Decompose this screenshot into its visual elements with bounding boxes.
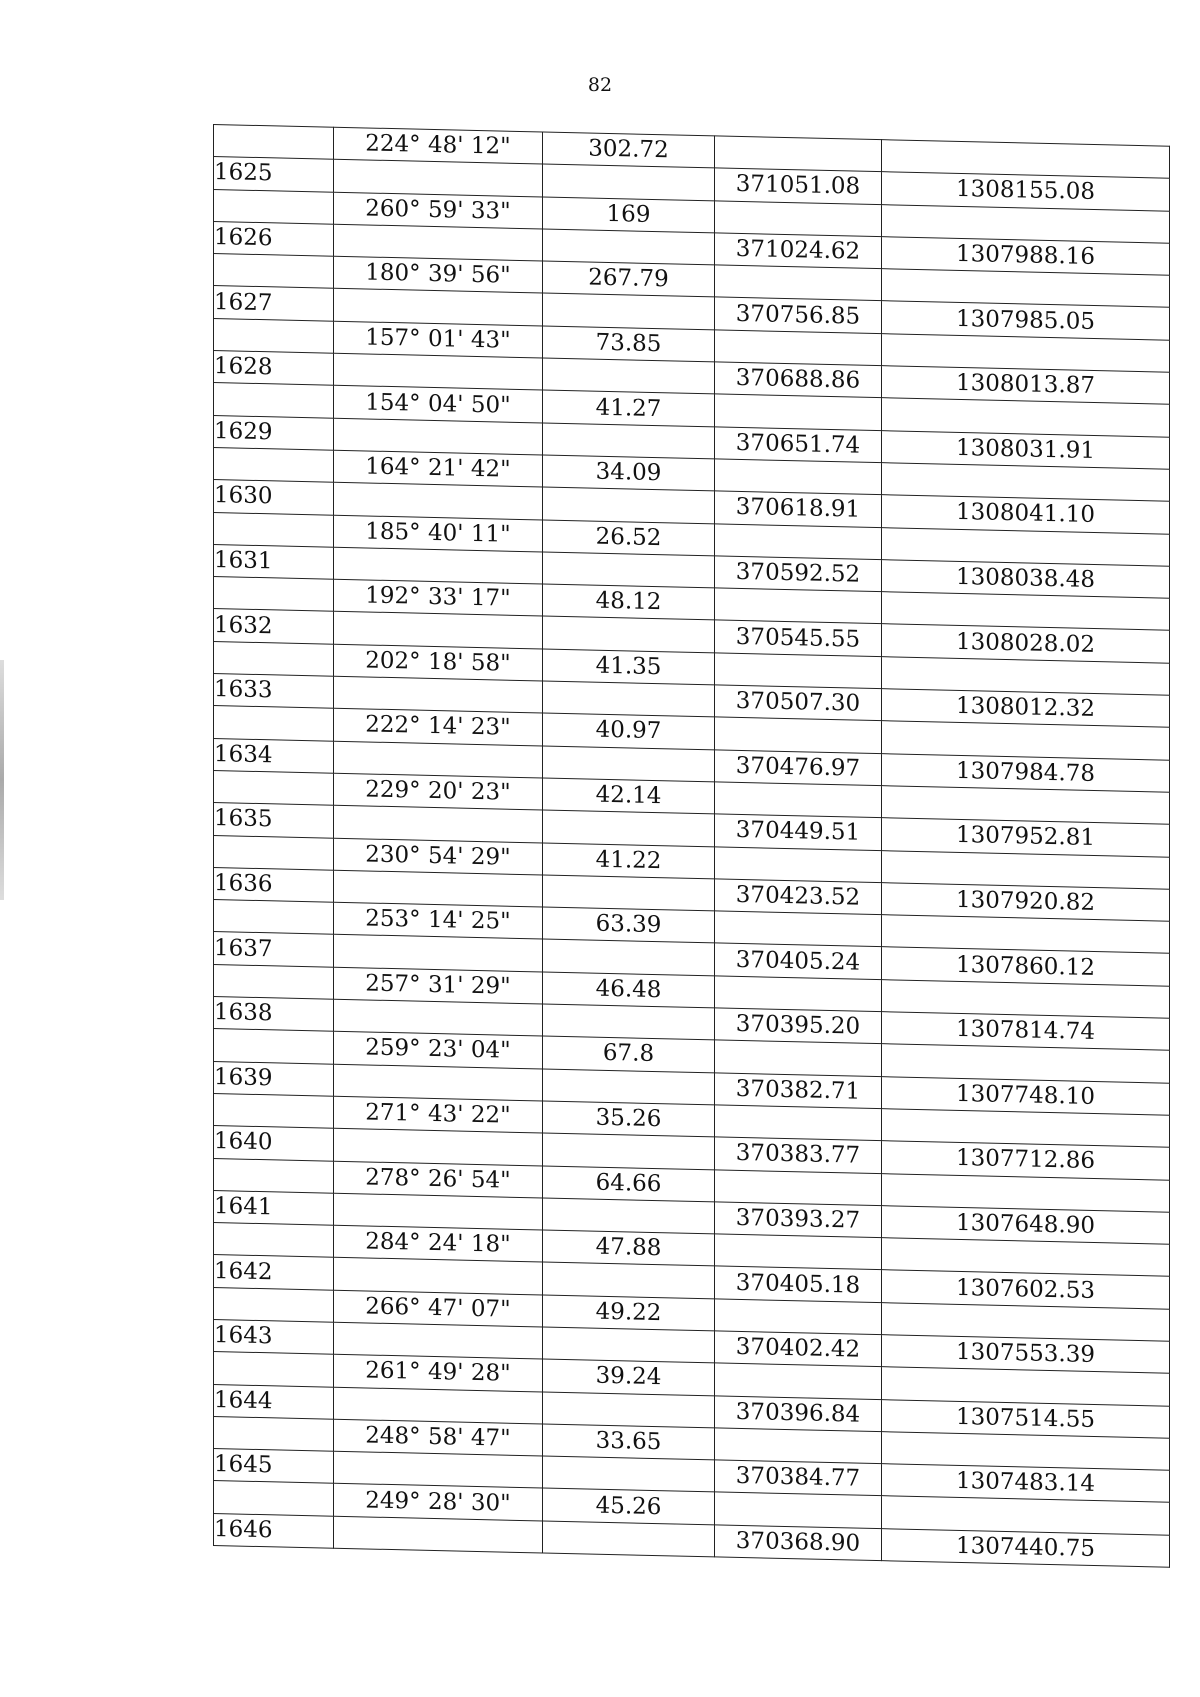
distance-cell: 34.09 [543,455,715,491]
station-cell [214,577,334,612]
northing-cell [715,1363,882,1399]
distance-cell: 46.48 [543,972,715,1008]
northing-cell [715,330,882,366]
station-cell [214,900,334,935]
station-cell [214,770,334,805]
easting-cell: 1307952.81 [882,818,1170,857]
northing-cell: 370507.30 [715,685,882,721]
station-cell [214,1287,334,1322]
station-cell [214,706,334,741]
northing-cell [715,782,882,818]
distance-cell [543,939,715,975]
distance-cell: 49.22 [543,1295,715,1331]
northing-cell [715,394,882,430]
easting-cell: 1308155.08 [882,172,1170,211]
traverse-table-container [213,124,1169,1568]
northing-cell: 370402.42 [715,1331,882,1367]
easting-cell: 1308041.10 [882,495,1170,534]
station-cell: 1627 [214,286,334,321]
bearing-cell [334,224,543,261]
distance-cell: 63.39 [543,907,715,943]
bearing-cell: 180° 39' 56" [334,256,543,293]
bearing-cell: 224° 48' 12" [334,127,543,164]
distance-cell: 302.72 [543,132,715,168]
bearing-cell [334,289,543,326]
bearing-cell: 249° 28' 30" [334,1484,543,1521]
bearing-cell: 278° 26' 54" [334,1161,543,1198]
bearing-cell [334,160,543,197]
station-cell [214,1416,334,1451]
bearing-cell: 222° 14' 23" [334,709,543,746]
bearing-cell [334,805,543,842]
bearing-cell [334,999,543,1036]
station-cell [214,125,334,160]
northing-cell: 370395.20 [715,1008,882,1044]
station-cell: 1638 [214,997,334,1032]
distance-cell [543,746,715,782]
station-cell: 1641 [214,1190,334,1225]
easting-cell: 1308028.02 [882,624,1170,663]
northing-cell [715,588,882,624]
station-cell [214,641,334,676]
easting-cell: 1308012.32 [882,689,1170,728]
northing-cell [715,1234,882,1270]
distance-cell [543,423,715,459]
bearing-cell: 253° 14' 25" [334,902,543,939]
bearing-cell [334,741,543,778]
northing-cell [715,1299,882,1335]
distance-cell [543,1521,715,1557]
bearing-cell [334,353,543,390]
distance-cell: 48.12 [543,584,715,620]
station-cell: 1633 [214,674,334,709]
distance-cell [543,1069,715,1105]
northing-cell: 370405.24 [715,943,882,979]
distance-cell: 267.79 [543,261,715,297]
distance-cell: 39.24 [543,1359,715,1395]
northing-cell [715,1428,882,1464]
distance-cell: 35.26 [543,1101,715,1137]
station-cell [214,1352,334,1387]
station-cell: 1634 [214,738,334,773]
northing-cell [715,523,882,559]
station-cell [214,1158,334,1193]
bearing-cell: 260° 59' 33" [334,192,543,229]
page-number: 82 [587,74,613,96]
bearing-cell [334,612,543,649]
northing-cell: 371024.62 [715,233,882,269]
station-cell [214,1481,334,1516]
northing-cell [715,459,882,495]
distance-cell [543,810,715,846]
bearing-cell: 248° 58' 47" [334,1419,543,1456]
bearing-cell: 185° 40' 11" [334,515,543,552]
traverse-table-body [214,125,1170,1568]
northing-cell [715,1492,882,1528]
northing-cell: 371051.08 [715,168,882,204]
station-cell [214,189,334,224]
easting-cell: 1307920.82 [882,882,1170,921]
bearing-cell [334,1516,543,1553]
station-cell: 1631 [214,544,334,579]
station-cell: 1630 [214,480,334,515]
easting-cell: 1307648.90 [882,1205,1170,1244]
station-cell: 1642 [214,1255,334,1290]
easting-cell: 1307712.86 [882,1141,1170,1180]
distance-cell: 73.85 [543,326,715,362]
distance-cell [543,229,715,265]
bearing-cell: 271° 43' 22" [334,1096,543,1133]
distance-cell: 41.22 [543,843,715,879]
northing-cell: 370368.90 [715,1525,882,1561]
station-cell: 1625 [214,157,334,192]
station-cell: 1644 [214,1384,334,1419]
northing-cell [715,265,882,301]
bearing-cell [334,1322,543,1359]
station-cell [214,447,334,482]
bearing-cell [334,1258,543,1295]
bearing-cell: 284° 24' 18" [334,1225,543,1262]
bearing-cell [334,935,543,972]
easting-cell: 1307984.78 [882,753,1170,792]
northing-cell [715,1105,882,1141]
bearing-cell [334,1193,543,1230]
easting-cell: 1307988.16 [882,237,1170,276]
distance-cell [543,293,715,329]
station-cell: 1632 [214,609,334,644]
easting-cell: 1307514.55 [882,1399,1170,1438]
station-cell: 1639 [214,1061,334,1096]
station-cell [214,964,334,999]
northing-cell [715,846,882,882]
distance-cell: 42.14 [543,778,715,814]
bearing-cell [334,1128,543,1165]
northing-cell [715,136,882,172]
northing-cell: 370688.86 [715,362,882,398]
distance-cell [543,164,715,200]
easting-cell: 1307553.39 [882,1335,1170,1374]
northing-cell [715,200,882,236]
easting-cell: 1308013.87 [882,366,1170,405]
bearing-cell [334,1064,543,1101]
easting-cell: 1308031.91 [882,430,1170,469]
distance-cell: 33.65 [543,1424,715,1460]
distance-cell [543,1327,715,1363]
station-cell: 1637 [214,932,334,967]
easting-cell: 1307483.14 [882,1464,1170,1503]
northing-cell [715,911,882,947]
bearing-cell: 202° 18' 58" [334,644,543,681]
bearing-cell: 192° 33' 17" [334,579,543,616]
bearing-cell [334,418,543,455]
northing-cell: 370384.77 [715,1460,882,1496]
station-cell: 1643 [214,1319,334,1354]
distance-cell: 64.66 [543,1165,715,1201]
distance-cell [543,1456,715,1492]
scan-edge-mark [0,660,4,900]
northing-cell: 370618.91 [715,491,882,527]
station-cell [214,318,334,353]
northing-cell: 370756.85 [715,297,882,333]
bearing-cell: 164° 21' 42" [334,450,543,487]
distance-cell [543,616,715,652]
bearing-cell: 230° 54' 29" [334,838,543,875]
easting-cell: 1308038.48 [882,560,1170,599]
distance-cell [543,1262,715,1298]
bearing-cell [334,547,543,584]
station-cell: 1645 [214,1449,334,1484]
distance-cell: 47.88 [543,1230,715,1266]
station-cell: 1646 [214,1513,334,1548]
northing-cell: 370393.27 [715,1202,882,1238]
distance-cell [543,1133,715,1169]
northing-cell: 370545.55 [715,620,882,656]
bearing-cell: 259° 23' 04" [334,1032,543,1069]
northing-cell: 370396.84 [715,1395,882,1431]
station-cell: 1636 [214,867,334,902]
station-cell [214,1093,334,1128]
bearing-cell: 266° 47' 07" [334,1290,543,1327]
station-cell: 1628 [214,351,334,386]
northing-cell: 370383.77 [715,1137,882,1173]
northing-cell: 370449.51 [715,814,882,850]
easting-cell: 1307814.74 [882,1012,1170,1051]
distance-cell [543,1392,715,1428]
easting-cell: 1307748.10 [882,1076,1170,1115]
northing-cell: 370592.52 [715,556,882,592]
station-cell [214,254,334,289]
easting-cell: 1307985.05 [882,301,1170,340]
northing-cell [715,1040,882,1076]
distance-cell: 41.27 [543,390,715,426]
easting-cell: 1307860.12 [882,947,1170,986]
bearing-cell [334,870,543,907]
station-cell [214,1029,334,1064]
distance-cell [543,1198,715,1234]
bearing-cell: 257° 31' 29" [334,967,543,1004]
easting-cell: 1307602.53 [882,1270,1170,1309]
easting-cell: 1307440.75 [882,1528,1170,1567]
bearing-cell: 261° 49' 28" [334,1355,543,1392]
northing-cell [715,1169,882,1205]
distance-cell: 45.26 [543,1488,715,1524]
bearing-cell [334,676,543,713]
northing-cell: 370651.74 [715,427,882,463]
distance-cell: 169 [543,197,715,233]
distance-cell [543,1004,715,1040]
station-cell: 1640 [214,1126,334,1161]
northing-cell: 370405.18 [715,1266,882,1302]
northing-cell: 370476.97 [715,750,882,786]
bearing-cell [334,1387,543,1424]
distance-cell: 26.52 [543,520,715,556]
bearing-cell [334,483,543,520]
bearing-cell: 229° 20' 23" [334,773,543,810]
station-cell [214,512,334,547]
distance-cell [543,552,715,588]
distance-cell: 41.35 [543,649,715,685]
northing-cell [715,717,882,753]
bearing-cell: 157° 01' 43" [334,321,543,358]
northing-cell [715,653,882,689]
station-cell [214,383,334,418]
distance-cell: 67.8 [543,1036,715,1072]
northing-cell: 370382.71 [715,1072,882,1108]
station-cell [214,835,334,870]
distance-cell: 40.97 [543,713,715,749]
station-cell: 1629 [214,415,334,450]
station-cell: 1626 [214,221,334,256]
bearing-cell [334,1451,543,1488]
traverse-table [213,124,1170,1568]
station-cell: 1635 [214,803,334,838]
distance-cell [543,487,715,523]
northing-cell: 370423.52 [715,879,882,915]
distance-cell [543,358,715,394]
northing-cell [715,976,882,1012]
bearing-cell: 154° 04' 50" [334,386,543,423]
distance-cell [543,875,715,911]
distance-cell [543,681,715,717]
station-cell [214,1223,334,1258]
